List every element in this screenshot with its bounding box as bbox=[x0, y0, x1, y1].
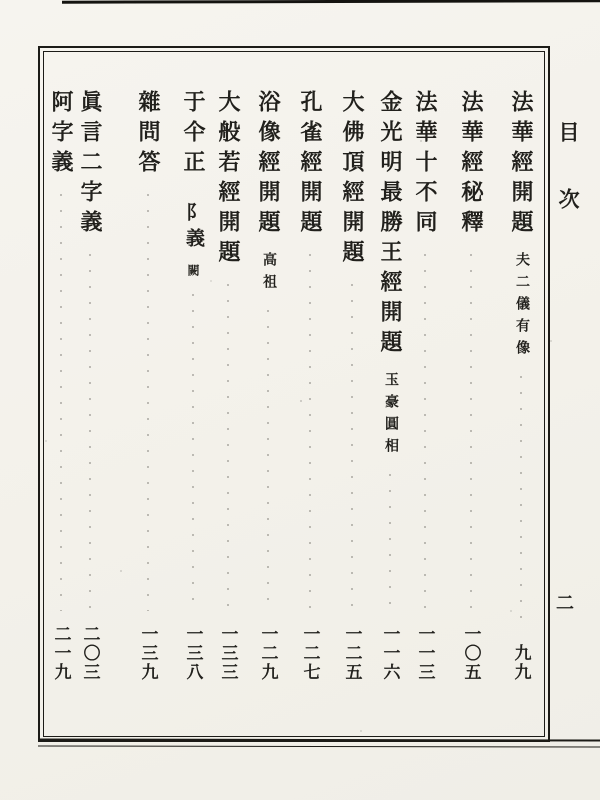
toc-entry bbox=[44, 90, 78, 682]
entry-page-number: 一二九 bbox=[258, 625, 278, 682]
entry-page-number: 一一三 bbox=[415, 625, 435, 682]
dotted-leader bbox=[227, 284, 229, 611]
entry-text bbox=[341, 90, 363, 270]
entry-title: 法華經開題 bbox=[509, 90, 534, 240]
entry-title: 法華經秘釋 bbox=[459, 90, 484, 240]
dotted-leader bbox=[147, 194, 149, 611]
toc-entry bbox=[293, 90, 327, 682]
entry-title: 浴像經開題 bbox=[256, 90, 281, 240]
entry-text bbox=[50, 90, 72, 180]
entry-page-number: 一二五 bbox=[342, 625, 362, 682]
entry-page-number: 一三三 bbox=[218, 625, 238, 682]
dotted-leader bbox=[389, 474, 391, 611]
toc-entry bbox=[454, 90, 488, 682]
entry-page-number: 一二七 bbox=[300, 625, 320, 682]
entry-page-number: 二一九 bbox=[51, 625, 71, 682]
entry-title: 金光明最勝王經開題 bbox=[378, 90, 403, 360]
dotted-leader bbox=[424, 254, 426, 611]
toc-entry bbox=[408, 90, 442, 682]
entry-annotation: 夫二儀有像 bbox=[514, 252, 529, 362]
dotted-leader bbox=[520, 376, 522, 630]
entry-missing-note: 闕 bbox=[186, 264, 200, 280]
entry-annotation: 玉豪圓相 bbox=[383, 372, 398, 460]
entry-page-number: 一一六 bbox=[380, 625, 400, 682]
entry-text bbox=[460, 90, 482, 240]
entry-mid-text: 阝義 bbox=[183, 202, 204, 254]
entry-text bbox=[414, 90, 436, 240]
entry-text bbox=[257, 90, 279, 296]
toc-entry bbox=[335, 90, 369, 682]
toc-entry bbox=[251, 90, 285, 682]
dotted-leader bbox=[351, 284, 353, 611]
toc-entry bbox=[373, 90, 407, 682]
entry-text bbox=[217, 90, 239, 270]
toc-entry bbox=[176, 90, 210, 682]
dotted-leader bbox=[267, 310, 269, 611]
entry-title: 大佛頂經開題 bbox=[340, 90, 365, 270]
entry-title: 大般若經開題 bbox=[216, 90, 241, 270]
dotted-leader bbox=[60, 194, 62, 611]
bottom-rule-extension bbox=[38, 739, 600, 748]
toc-header-char: 次 bbox=[556, 188, 580, 209]
toc-entry bbox=[504, 90, 538, 682]
entry-text bbox=[79, 90, 101, 240]
toc-entry bbox=[73, 90, 107, 682]
entry-text bbox=[182, 90, 204, 280]
entry-page-number: 九九 bbox=[511, 644, 531, 682]
entry-page-number: 一三九 bbox=[138, 625, 158, 682]
entry-title: 眞言二字義 bbox=[78, 90, 103, 240]
entry-title: 雜問答 bbox=[136, 90, 161, 180]
entry-title: 孔雀經開題 bbox=[298, 90, 323, 240]
entry-text bbox=[510, 90, 532, 362]
entry-text bbox=[299, 90, 321, 240]
toc-header bbox=[552, 121, 578, 209]
dotted-leader bbox=[192, 294, 194, 611]
entry-title: 法華十不同 bbox=[413, 90, 438, 240]
entry-page-number: 二〇三 bbox=[80, 625, 100, 682]
entry-page-number: 一三八 bbox=[183, 625, 203, 682]
folio-number: 二 bbox=[556, 593, 574, 613]
dotted-leader bbox=[470, 254, 472, 611]
toc-entry bbox=[211, 90, 245, 682]
entry-title: 阿字義 bbox=[49, 90, 74, 180]
dotted-leader bbox=[89, 254, 91, 611]
entry-text bbox=[379, 90, 401, 460]
entry-title: 于仐正 bbox=[181, 90, 206, 180]
dotted-leader bbox=[309, 254, 311, 611]
entry-annotation: 高祖 bbox=[261, 252, 276, 296]
entry-page-number: 一〇五 bbox=[461, 625, 481, 682]
toc-header-char: 目 bbox=[556, 121, 580, 142]
entry-text bbox=[137, 90, 159, 180]
scan-edge-artifact bbox=[62, 0, 600, 4]
toc-entry bbox=[131, 90, 165, 682]
